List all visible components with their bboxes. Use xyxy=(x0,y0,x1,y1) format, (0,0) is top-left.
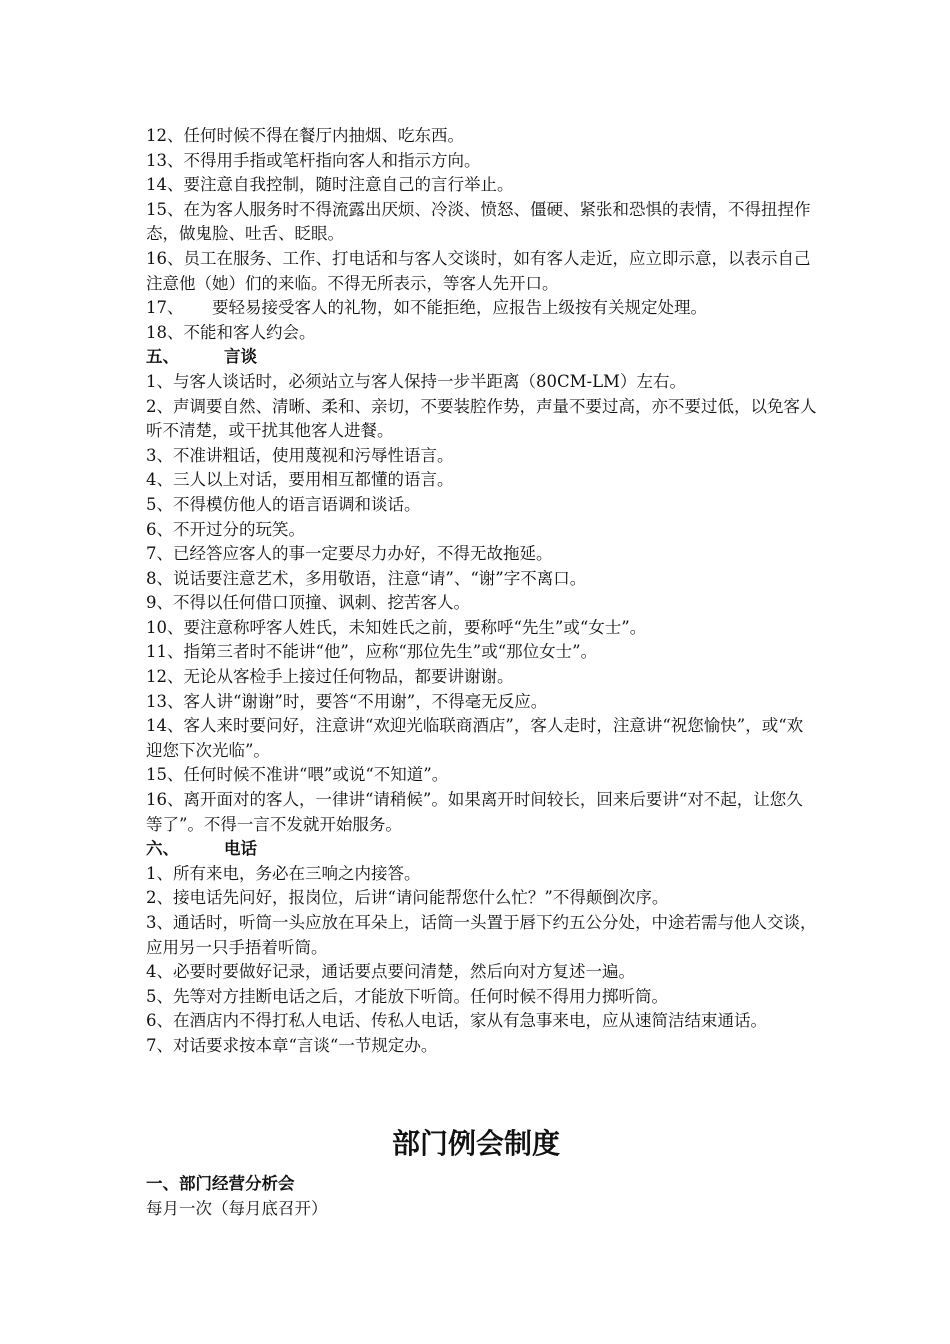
list-item: 2、声调要自然、清晰、柔和、亲切，不要装腔作势，声量不要过高，亦不要过低，以免客人听不清楚，或干扰其他客人进餐。 xyxy=(146,396,817,441)
list-item xyxy=(146,296,818,321)
list-item: 13、不得用手指或笔杆指向客人和指示方向。 xyxy=(146,150,481,170)
list-item: 5、不得模仿他人的语言语调和谈话。 xyxy=(146,494,421,514)
list-item: 10、要注意称呼客人姓氏，未知姓氏之前，要称呼“先生”或“女士”。 xyxy=(146,617,647,637)
meeting-section xyxy=(146,1172,818,1221)
list-item: 9、不得以任何借口顶撞、讽刺、挖苦客人。 xyxy=(146,593,470,613)
document-body xyxy=(146,124,818,1059)
list-item: 4、三人以上对话，要用相互都懂的语言。 xyxy=(146,470,454,490)
list-item: 13、客人讲“谢谢”时，要答“不用谢”，不得毫无反应。 xyxy=(146,691,548,711)
section-number: 六、 xyxy=(146,839,179,859)
list-item: 18、不能和客人约会。 xyxy=(146,322,316,342)
list-item: 1、所有来电，务必在三响之内接答。 xyxy=(146,863,421,883)
subsection-heading: 一、部门经营分析会 xyxy=(146,1174,295,1193)
list-item: 6、在酒店内不得打私人电话、传私人电话，家从有急事来电，应从速简洁结束通话。 xyxy=(146,1011,767,1031)
list-item: 11、指第三者时不能讲“他”，应称“那位先生”或“那位女士”。 xyxy=(146,642,598,662)
list-item: 16、离开面对的客人，一律讲“请稍候”。如果离开时间较长，回来后要讲“对不起，让您久等了”。不得一言不发就开始服务。 xyxy=(146,790,803,834)
list-item: 3、不准讲粗话，使用蔑视和污辱性语言。 xyxy=(146,445,454,465)
list-item: 4、必要时要做好记录，通话要点要问清楚，然后向对方复述一遍。 xyxy=(146,962,635,982)
item-number: 17、 xyxy=(146,298,184,318)
section-number: 五、 xyxy=(146,347,179,367)
speech-rules-list xyxy=(146,370,818,837)
list-item: 14、客人来时要问好，注意讲“欢迎光临联商酒店”，客人走时，注意讲“祝您愉快”，或“欢迎您下次光临”。 xyxy=(146,716,804,760)
list-item: 14、要注意自我控制，随时注意自己的言行举止。 xyxy=(146,175,514,195)
list-item: 15、在为客人服务时不得流露出厌烦、冷淡、愤怒、僵硬、紧张和恐惧的表情，不得扭捏作态，做鬼脸、吐舌、眨眼。 xyxy=(146,199,811,244)
list-item: 7、已经答应客人的事一定要尽力办好，不得无故拖延。 xyxy=(146,544,553,564)
list-item: 6、不开过分的玩笑。 xyxy=(146,519,305,539)
list-item: 8、说话要注意艺术，多用敬语，注意“请”、“谢”字不离口。 xyxy=(146,568,587,588)
conduct-rules-list xyxy=(146,124,818,296)
section-heading-speech xyxy=(146,345,818,370)
section-title: 电话 xyxy=(224,839,257,859)
list-item: 12、任何时候不得在餐厅内抽烟、吃东西。 xyxy=(146,126,464,145)
list-item: 7、对话要求按本章“言谈“一节规定办。 xyxy=(146,1035,438,1055)
list-item: 1、与客人谈话时，必须站立与客人保持一步半距离（80CM-LM）左右。 xyxy=(146,371,686,391)
item-text: 要轻易接受客人的礼物，如不能拒绝，应报告上级按有关规定处理。 xyxy=(212,298,707,318)
subsection-text: 每月一次（每月底召开） xyxy=(146,1198,328,1218)
phone-rules-list xyxy=(146,862,818,1059)
list-item: 3、通话时，听筒一头应放在耳朵上，话筒一头置于唇下约五公分处，中途若需与他人交谈，应用另一只手捂着听筒。 xyxy=(146,913,817,957)
list-item: 15、任何时候不准讲“喂”或说“不知道”。 xyxy=(146,765,449,785)
section-title: 言谈 xyxy=(224,347,257,367)
list-item: 5、先等对方挂断电话之后，才能放下听筒。任何时候不得用力掷听筒。 xyxy=(146,986,668,1006)
list-item: 2、接电话先问好，报岗位，后讲“请问能帮您什么忙？”不得颠倒次序。 xyxy=(146,888,669,908)
list-item: 16、员工在服务、工作、打电话和与客人交谈时，如有客人走近，应立即示意，以表示自己注意他（她）们的来临。不得无所表示，等客人先开口。 xyxy=(146,248,811,293)
section-heading-phone xyxy=(146,837,818,862)
list-item: 12、无论从客检手上接过任何物品，都要讲谢谢。 xyxy=(146,667,514,687)
page-title: 部门例会制度 xyxy=(391,1127,560,1160)
